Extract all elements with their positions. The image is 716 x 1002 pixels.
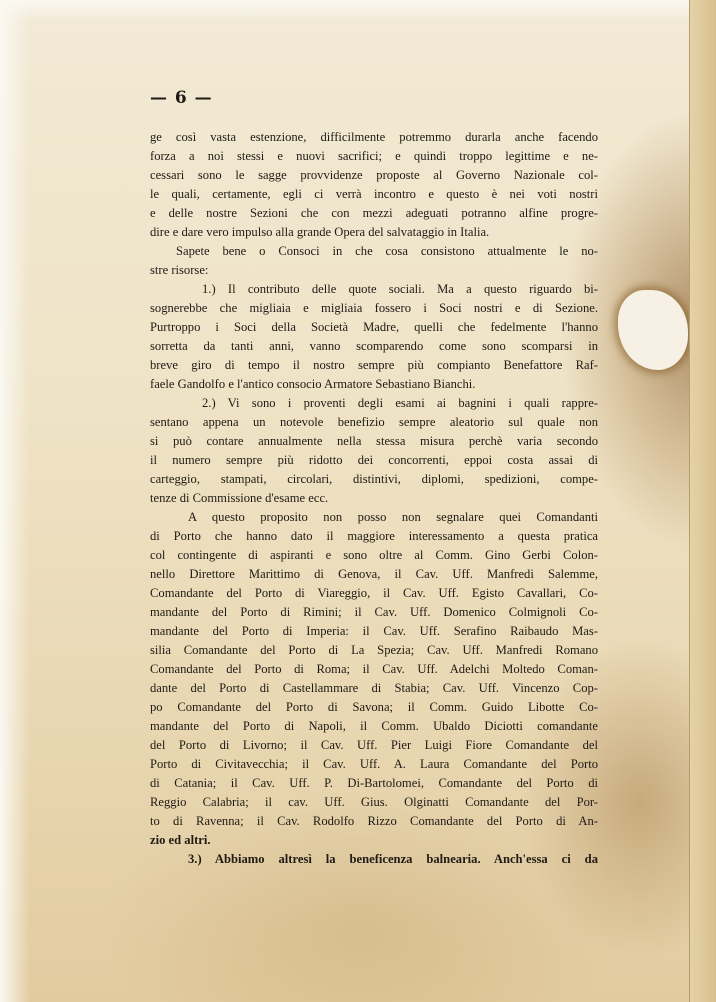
text-line: Purtroppo i Soci della Società Madre, quelli che fedelmente l'hanno: [150, 320, 598, 334]
text-line: to di Ravenna; il Cav. Rodolfo Rizzo Comandante del Porto di An-: [150, 814, 598, 828]
text-line: sognerebbe che migliaia e migliaia fossero i Soci nostri e di Sezione.: [150, 301, 598, 315]
text-line: col contingente di aspiranti e sono oltre al Comm. Gino Gerbi Colon-: [150, 548, 598, 562]
text-line: Sapete bene o Consoci in che cosa consistono attualmente le no-: [176, 244, 598, 258]
text-line: faele Gandolfo e l'antico consocio Armatore Sebastiano Bianchi.: [150, 377, 476, 391]
text-line: nello Direttore Marittimo di Genova, il Cav. Uff. Manfredi Salemme,: [150, 567, 598, 581]
text-line: carteggio, stampati, circolari, distintivi, diplomi, spedizioni, compe-: [150, 472, 598, 486]
paper-tear-stain: [618, 290, 688, 370]
text-line: di Porto che hanno dato il maggiore interessamento a questa pratica: [150, 529, 598, 543]
text-line: mandante del Porto di Napoli, il Comm. Ubaldo Diciotti comandante: [150, 719, 598, 733]
scan-top-margin: [0, 0, 716, 22]
text-line: po Comandante del Porto di Savona; il Comm. Guido Libotte Co-: [150, 700, 598, 714]
body-text: [150, 128, 598, 869]
text-line: il numero sempre più ridotto dei concorrenti, eppoi costa assai di: [150, 453, 598, 467]
text-line: cessari sono le sagge provvidenze proposte al Governo Nazionale col-: [150, 168, 598, 182]
text-line: breve giro di tempo il nostro sempre più compianto Benefattore Raf-: [150, 358, 598, 372]
text-line: sentano appena un notevole benefizio sempre aleatorio sul quale non: [150, 415, 598, 429]
text-line: silia Comandante del Porto di La Spezia; Cav. Uff. Manfredi Romano: [150, 643, 598, 657]
text-line: di Catania; il Cav. Uff. P. Di-Bartolomei, Comandante del Porto di: [150, 776, 598, 790]
text-line: dante del Porto di Castellammare di Stabia; Cav. Uff. Vincenzo Cop-: [150, 681, 598, 695]
text-line: forza a noi stessi e nuovi sacrifici; e quindi troppo legittime e ne-: [150, 149, 598, 163]
text-line: del Porto di Livorno; il Cav. Uff. Pier Luigi Fiore Comandante del: [150, 738, 598, 752]
text-line: le quali, certamente, egli ci verrà incontro e questo è nei voti nostri: [150, 187, 598, 201]
page-number: — 6 —: [150, 88, 213, 108]
text-line: Porto di Civitavecchia; il Cav. Uff. A. Laura Comandante del Porto: [150, 757, 598, 771]
text-line: Comandante del Porto di Viareggio, il Cav. Uff. Egisto Cavallari, Co-: [150, 586, 598, 600]
text-line: mandante del Porto di Imperia: il Cav. Uff. Serafino Raibaudo Mas-: [150, 624, 598, 638]
text-line: dire e dare vero impulso alla grande Opera del salvataggio in Italia.: [150, 225, 490, 239]
text-line: sorretta da tanti anni, vanno scomparendo come sono scomparsi in: [150, 339, 598, 353]
text-line: Comandante del Porto di Roma; il Cav. Uff. Adelchi Moltedo Coman-: [150, 662, 598, 676]
text-line: stre risorse:: [150, 263, 209, 277]
text-line: e delle nostre Sezioni che con mezzi adeguati potranno alfine progre-: [150, 206, 598, 220]
text-line: zio ed altri.: [150, 833, 211, 847]
text-line: mandante del Porto di Rimini; il Cav. Uff. Domenico Colmignoli Co-: [150, 605, 598, 619]
text-line: si può contare annualmente nella stessa misura perchè varia secondo: [150, 434, 598, 448]
text-line: 2.) Vi sono i proventi degli esami ai bagnini i quali rappre-: [202, 396, 598, 410]
text-line: A questo proposito non posso non segnalare quei Comandanti: [188, 510, 598, 524]
facing-page-edge: [689, 0, 716, 1002]
scan-left-margin: [0, 0, 30, 1002]
text-line: 3.) Abbiamo altresì la beneficenza balnearia. Anch'essa ci da: [188, 852, 598, 866]
text-line: Reggio Calabria; il cav. Uff. Gius. Olginatti Comandante del Por-: [150, 795, 598, 809]
text-line: ge così vasta estenzione, difficilmente potremmo durarla anche facendo: [150, 130, 598, 144]
text-line: tenze di Commissione d'esame ecc.: [150, 491, 329, 505]
text-line: 1.) Il contributo delle quote sociali. Ma a questo riguardo bi-: [202, 282, 598, 296]
